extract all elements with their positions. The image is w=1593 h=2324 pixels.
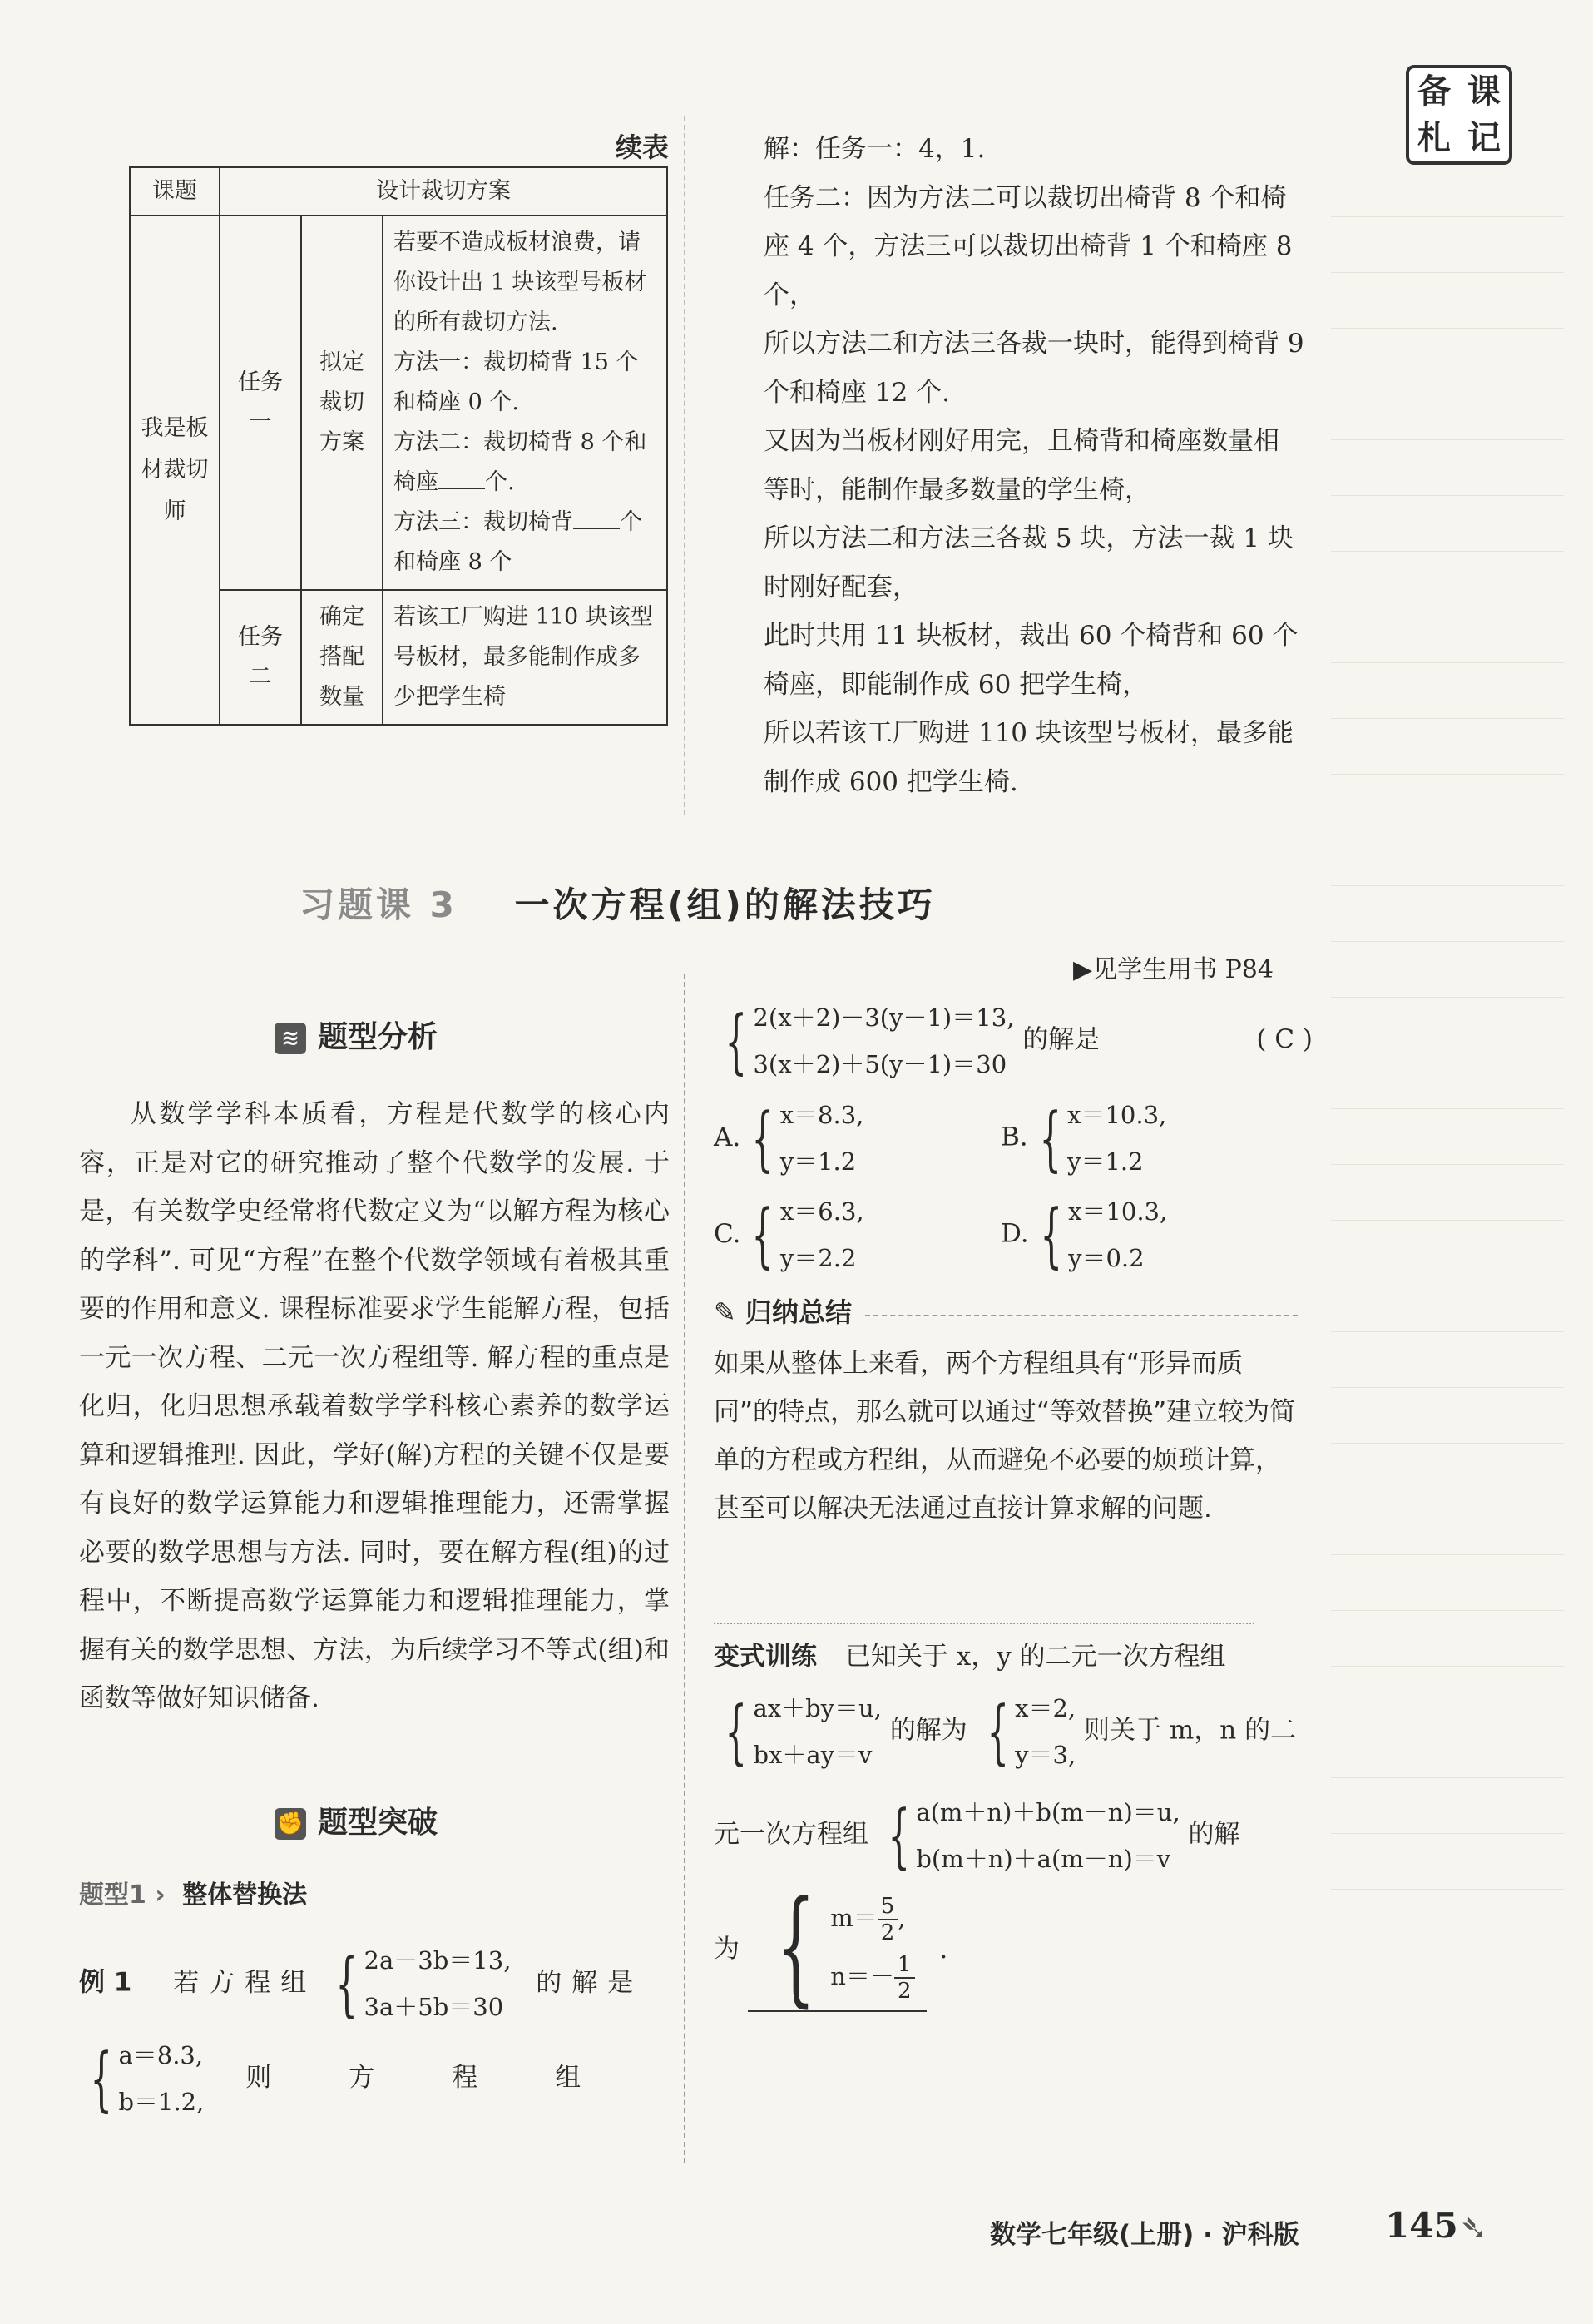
task1-text: 方法二：裁切椅背 8 个和椅座 [393,429,647,495]
variant-line3 [714,1789,1313,1882]
column-divider [684,974,685,2163]
example-tail: 的解是 [1022,1024,1101,1055]
variant-mid2: 则关于 m，n 的二 [1084,1715,1297,1746]
answer-line: 所以方法二和方法三各裁一块时，能得到椅背 9 个和椅座 12 个. [764,329,1304,408]
option-value: x＝6.3, [779,1197,864,1226]
notes-char: 课 [1467,72,1501,111]
fist-icon: ✊ [275,1808,306,1840]
system-brace: { 2a－3b＝13, 3a＋5b＝30 [324,1937,511,2030]
example-label: 例 1 [79,1967,132,1998]
task1-cell: 任务一 [220,216,301,590]
option-label: D. [1001,1218,1029,1249]
notes-char: 记 [1467,119,1501,157]
comma: , [898,1904,906,1932]
breakthrough-heading-text: 题型突破 [318,1806,438,1840]
example1-line2 [79,2032,670,2125]
notes-char: 备 [1417,72,1451,111]
variant-lead: 已知关于 x，y 的二元一次方程组 [844,1642,1226,1672]
variant-tail: 的解 [1188,1819,1240,1850]
variant-line1 [714,1635,1313,1672]
answer-line: 解：任务一：4，1. [764,134,986,164]
answer-line: 此时共用 11 块板材，裁出 60 个椅背和 60 个椅座，即能制作成 60 把学生椅， [764,621,1299,700]
analysis-heading-text: 题型分析 [318,1020,438,1054]
summary-end-divider [714,1623,1254,1624]
option-b: B. { x＝10.3, y＝1.2 [1001,1092,1166,1185]
denominator: 2 [897,1979,912,2004]
variant-line2 [714,1685,1313,1778]
notes-rule-lines [1331,216,1564,2047]
section-title [299,878,936,928]
eq: 2(x＋2)－3(y－1)＝13, [753,1003,1015,1032]
denominator: 2 [880,1920,895,1945]
type1-heading [79,1874,307,1910]
notes-badge [1406,65,1512,165]
system-brace: { a(m＋n)＋b(m－n)＝u, b(m＋n)＋a(m－n)＝v [877,1789,1180,1882]
numerator: 1 [894,1952,915,1979]
option-a: A. { x＝8.3, y＝1.2 [714,1122,863,1152]
task2-content-cell: 若该工厂购进 110 块该型号板材，最多能制作成多少把学生椅 [383,590,667,725]
task2-cell: 任务二 [220,590,301,725]
analysis-text: 从数学学科本质看，方程是代数学的核心内容，正是对它的研究推动了整个代数学的发展. 于是，有关数学史经常将代数定义为“以解方程为核心的学科”. 可见“方程”在整个代数学领域有着极其重要的作用和意义. 课程标准要求学生能解方程，包括一元一次方程、二元一次方程组等. 解方程的重点是化归，化归思想承载着数学学科核心素养的数学运算和逻辑推理. 因此，学好(解)方程的关键不仅是要有良好的数学运算能力和逻辑推理能力，还需掌握必要的数学思想与方法. 同时，要在解方程(组)的过程中，不断提高数学运算能力和逻辑推理能力，掌握有关的数学思想、方法，为后续学习不等式(组)和函数等做好知识储备. [79,1099,670,1713]
m-eq: m＝ [830,1904,878,1932]
eq: bx＋ay＝v [753,1741,873,1769]
option-label: A. [714,1122,741,1152]
task1-text: 个. [485,469,515,495]
summary-heading [714,1291,852,1330]
eq: 3(x＋2)＋5(y－1)＝30 [753,1050,1007,1078]
type1-title: 整体替换法 [182,1881,308,1910]
option-value: y＝1.2 [1067,1147,1144,1176]
chevron-right-icon: › [155,1881,166,1910]
answer-line: 又因为当板材刚好用完，且椅背和椅座数量相等时，能制作最多数量的学生椅， [764,426,1279,505]
eq: a(m＋n)＋b(m－n)＝u, [916,1798,1180,1826]
answer-n [830,1947,914,2005]
option-c: C. { x＝6.3, y＝2.2 [714,1219,864,1249]
variant-mid: 的解为 [889,1715,967,1746]
variant-wei: 为 [714,1934,740,1965]
solution-brace: { x＝2, y＝3, [976,1685,1076,1778]
section-name: 一次方程(组)的解法技巧 [514,885,936,925]
answer-block [764,125,1304,806]
student-book-ref: ▶见学生用书 P84 [1073,955,1274,984]
example-then: 则 方 程 组 [245,2062,581,2093]
task1-text: 方法三：裁切椅背 [393,509,573,535]
summary-divider [865,1315,1298,1316]
summary-text: 如果从整体上来看，两个方程组具有“形异而质同”的特点，那么就可以通过“等效替换”建立较为简单的方程或方程组，从而避免不必要的烦琐计算，甚至可以解决无法通过直接计算求解的问题. [714,1349,1296,1524]
task1-line [393,503,656,582]
option-value: y＝1.2 [779,1147,857,1176]
sol: a＝8.3, [118,2041,204,2069]
option-value: x＝8.3, [779,1101,864,1129]
variant-lead2: 元一次方程组 [714,1819,868,1850]
variant-label: 变式训练 [714,1642,817,1672]
example1-line1 [79,1937,643,2030]
eq: 2a－3b＝13, [364,1946,512,1975]
table-header-topic: 课题 [130,167,220,216]
period: . [939,1934,948,1965]
sol: y＝3, [1015,1741,1076,1769]
continued-table-label: 续表 [616,131,670,163]
fill-blank [438,465,485,489]
option-label: B. [1001,1122,1028,1152]
sol: x＝2, [1015,1694,1076,1722]
option-value: y＝2.2 [779,1244,857,1272]
option-value: x＝10.3, [1067,1101,1167,1129]
type1-tag: 题型1 [79,1881,146,1910]
answer-line: 所以若该工厂购进 110 块该型号板材，最多能制作成 600 把学生椅. [764,718,1294,797]
cutting-plan-table [129,166,668,726]
fill-blank [573,505,620,529]
notes-char: 札 [1417,119,1451,157]
task1-line [393,423,656,503]
page-number: 145 [1385,2205,1458,2246]
pencil-icon: ✎ [714,1296,736,1328]
corner-arrow-icon: ➴ [1460,2209,1488,2247]
variant-answer: { m＝ $\frac{5}{2}$ , n＝－ $\frac{1}{2}$ [748,1889,927,2012]
section-number: 习题课 3 [299,885,458,925]
answer-line: 所以方法二和方法三各裁 5 块，方法一裁 1 块时刚好配套， [764,523,1294,602]
answer-line: 任务二：因为方法二可以裁切出椅背 8 个和椅座 4 个，方法三可以裁切出椅背 1 个和椅座 8 个， [764,182,1293,310]
column-divider-top [684,116,685,815]
solution-brace: { a＝8.3, b＝1.2, [79,2032,204,2125]
eq: 3a＋5b＝30 [364,1993,504,2021]
n-eq: n＝－ [830,1962,894,1990]
example-mid: 的解是 [536,1967,644,1998]
eq: b(m＋n)＋a(m－n)＝v [916,1845,1171,1873]
options-row-2 [714,1188,1313,1281]
task2-name-cell: 确定搭配数量 [301,590,383,725]
example-answer: ( C ) [1256,1024,1313,1054]
option-value: y＝0.2 [1068,1244,1145,1272]
option-d: D. { x＝10.3, y＝0.2 [1001,1188,1167,1281]
table-header-plan: 设计裁切方案 [220,167,667,216]
analysis-heading [275,1013,438,1056]
footer-text: 数学七年级(上册) · 沪科版 [990,2220,1299,2250]
example1-continued [714,994,1313,1088]
option-label: C. [714,1218,741,1249]
options-row-1 [714,1092,1313,1185]
task1-text: 个和椅座 8 个 [393,509,642,575]
task1-line: 方法一：裁切椅背 15 个和椅座 0 个. [393,349,639,415]
system-brace: { ax＋by＝u, bx＋ay＝v [714,1685,882,1778]
option-value: x＝10.3, [1068,1197,1168,1226]
layers-icon: ≋ [275,1023,306,1054]
eq: ax＋by＝u, [753,1694,882,1722]
summary-heading-text: 归纳总结 [745,1296,852,1328]
sol: b＝1.2, [118,2088,205,2116]
answer-m [830,1889,914,1947]
task1-name-cell: 拟定裁切方案 [301,216,383,590]
breakthrough-heading [275,1799,438,1841]
system-brace: { 2(x＋2)－3(y－1)＝13, 3(x＋2)＋5(y－1)＝30 [714,994,1014,1088]
numerator: 5 [878,1894,898,1920]
task1-content-cell [383,216,667,590]
variant-answer-line [714,1875,1313,2019]
role-cell: 我是板材裁切师 [130,216,220,725]
example-lead: 若方程组 [173,1967,317,1998]
task1-line: 若要不造成板材浪费，请你设计出 1 块该型号板材的所有裁切方法. [393,230,647,335]
